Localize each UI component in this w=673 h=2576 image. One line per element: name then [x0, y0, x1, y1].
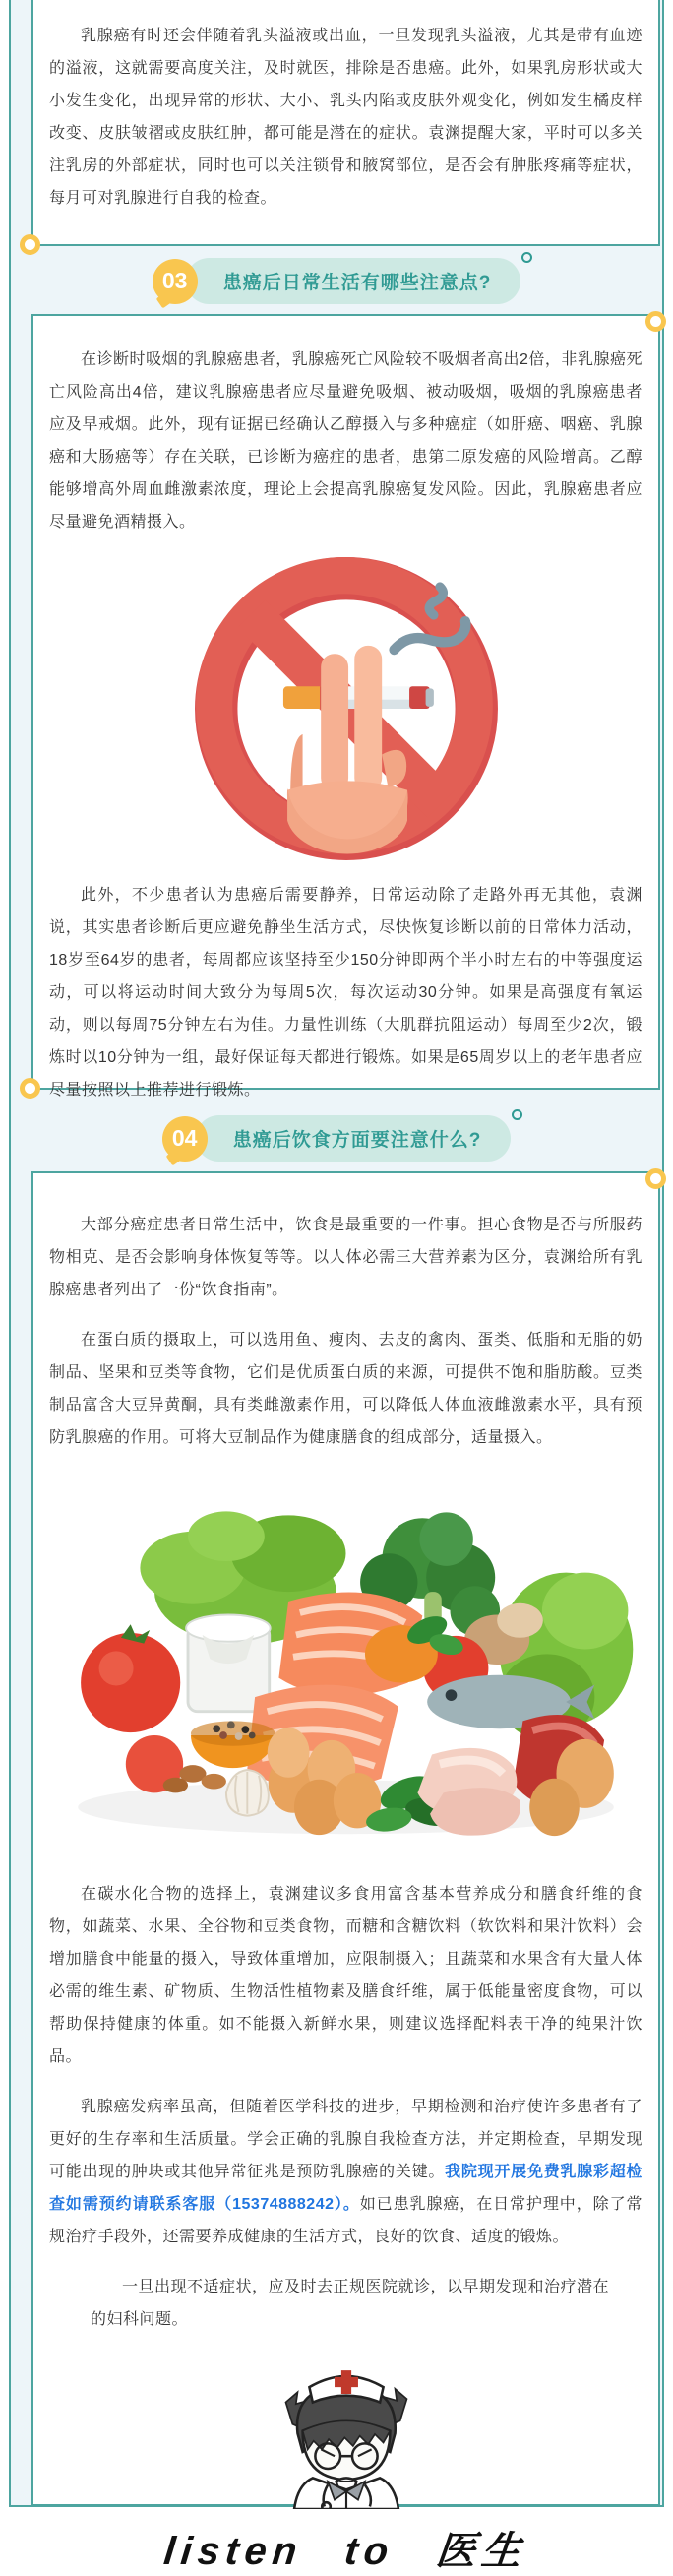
dot-ornament: [512, 1109, 522, 1120]
doctor-meme-figure: [49, 2354, 642, 2576]
garlic: [226, 1770, 269, 1816]
paragraph-carbohydrates: 在碳水化合物的选择上，袁渊建议多食用富含基本营养成分和膳食纤维的食物，如蔬菜、水果、全谷物和豆类食物，而糖和含糖饮料（软饮料和果汁饮料）会增加膳食中能量的摄入，导致体重增加，应限制摄入；且蔬菜和水果含有大量人体必需的维生素、矿物质、生物活性植物素及膳食纤维，属于低能量密度食物，可以帮助保持健康的体重。如不能摄入新鲜水果，则建议选择配料表干净的纯果汁饮品。: [49, 1886, 642, 2065]
dot-ornament: [521, 252, 532, 263]
section-title: 患癌后饮食方面要注意什么?: [232, 1130, 482, 1151]
paragraph-protein: 在蛋白质的摄取上，可以选用鱼、瘦肉、去皮的禽肉、蛋类、低脂和无脂的奶制品、坚果和豆类等食物，它们是优质蛋白质的来源，可提供不饱和脂肪酸。豆类制品富含大豆异黄酮，具有类雌激素作用，可以降低人体血液雌激素水平，具有预防乳腺癌的作用。可将大豆制品作为健康膳食的组成部分，适量摄入。: [49, 1332, 642, 1446]
paragraph-screening: [49, 2091, 642, 2253]
paragraph-smoking-alcohol: 在诊断时吸烟的乳腺癌患者，乳腺癌死亡风险较不吸烟者高出2倍，非乳腺癌死亡风险高出4倍，建议乳腺癌患者应尽量避免吸烟、被动吸烟，吸烟的乳腺癌患者应及早戒烟。此外，现有证据已经确认乙醇摄入与多种癌症（如肝癌、咽癌、乳腺癌和大肠癌等）存在关联，已诊断为癌症的患者，患第二原发癌的风险增高。乙醇能够增高外周血雌激素浓度，理论上会提高乳腺癌复发风险。因此，乳腺癌患者应尽量避免酒精摄入。: [49, 351, 642, 531]
healthy-food-figure: [49, 1472, 642, 1860]
section-header-03: [11, 246, 662, 314]
no-smoking-icon: [194, 556, 499, 861]
paragraph-advice: 一旦出现不适症状，应及时去正规医院就诊，以早期发现和治疗潜在的妇科问题。: [91, 2279, 610, 2328]
paragraph-exercise: 此外，不少患者认为患癌后需要静养，日常运动除了走路外再无其他，袁渊说，其实患者诊断后更应避免静坐生活方式，尽快恢复诊断以前的日常体力活动，18岁至64岁的患者，每周都应该坚持至少150分钟即两个半小时左右的中等强度运动，可以将运动时间大致分为每周5次，每次运动30分钟。如果是高强度有氧运动，则以每周75分钟左右为佳。力量性训练（大肌群抗阻运动）每周至少2次，锻炼时以10分钟为一组，最好保证每天都进行锻炼。如果是65周岁以上的老年患者应尽量按照以上推荐进行锻炼。: [49, 887, 642, 1099]
paragraph-diet-intro: 大部分癌症患者日常生活中，饮食是最重要的一件事。担心食物是否与所服药物相克、是否会影响身体恢复等等。以人体必需三大营养素为区分，袁渊给所有乳腺癌患者列出了一份“饮食指南”。: [49, 1217, 642, 1298]
corner-ring-ornament: [20, 1078, 40, 1099]
card-symptoms: [31, 0, 660, 246]
section-title-pill: [186, 258, 521, 304]
card-lifestyle: [31, 314, 660, 1099]
healthy-food-photo: [49, 1472, 642, 1860]
doctor-meme-illustration: [253, 2354, 440, 2509]
meme-caption: listen to 医生: [161, 2530, 529, 2573]
section-title-pill: [196, 1115, 512, 1162]
section-number-badge: 03: [153, 259, 198, 304]
section-number-badge: 04: [162, 1116, 208, 1162]
screening-text-after: 如已患乳腺癌，在日常护理中，除了常规治疗手段外，还需要养成健康的生活方式，良好的饮食、适度的锻炼。: [49, 2196, 642, 2245]
corner-ring-ornament: [20, 234, 40, 255]
card-diet: [31, 1171, 660, 2573]
corner-ring-ornament: [645, 1168, 666, 1189]
free-ultrasound-contact-link[interactable]: 我院现开展免费乳腺彩超检查如需预约请联系客服（15374888242）。: [49, 2164, 642, 2213]
screening-text-before: 乳腺癌发病率虽高，但随着医学科技的进步，早期检测和治疗使许多患者有了更好的生存率和生活质量。学会正确的乳腺自我检查方法，并定期检查，早期发现可能出现的肿块或其他异常征兆是预防乳腺癌的关键。: [49, 2099, 642, 2180]
section-title: 患癌后日常生活有哪些注意点?: [222, 273, 492, 293]
paragraph-symptoms: 乳腺癌有时还会伴随着乳头溢液或出血，一旦发现乳头溢液，尤其是带有血迹的溢液，这就需要高度关注，及时就医，排除是否患癌。此外，如果乳房形状或大小发生变化，出现异常的形状、大小、乳头内陷或皮肤外观变化，例如发生橘皮样改变、皮肤皱褶或皮肤红肿，都可能是潜在的症状。袁渊提醒大家，平时可以多关注乳房的外部症状，同时也可以关注锁骨和腋窝部位，是否会有肿胀疼痛等症状，每月可对乳腺进行自我的检查。: [49, 28, 642, 207]
corner-ring-ornament: [645, 311, 666, 332]
article-frame: [9, 0, 664, 2573]
no-smoking-figure: [49, 556, 642, 861]
section-header-04: [11, 1090, 662, 1171]
